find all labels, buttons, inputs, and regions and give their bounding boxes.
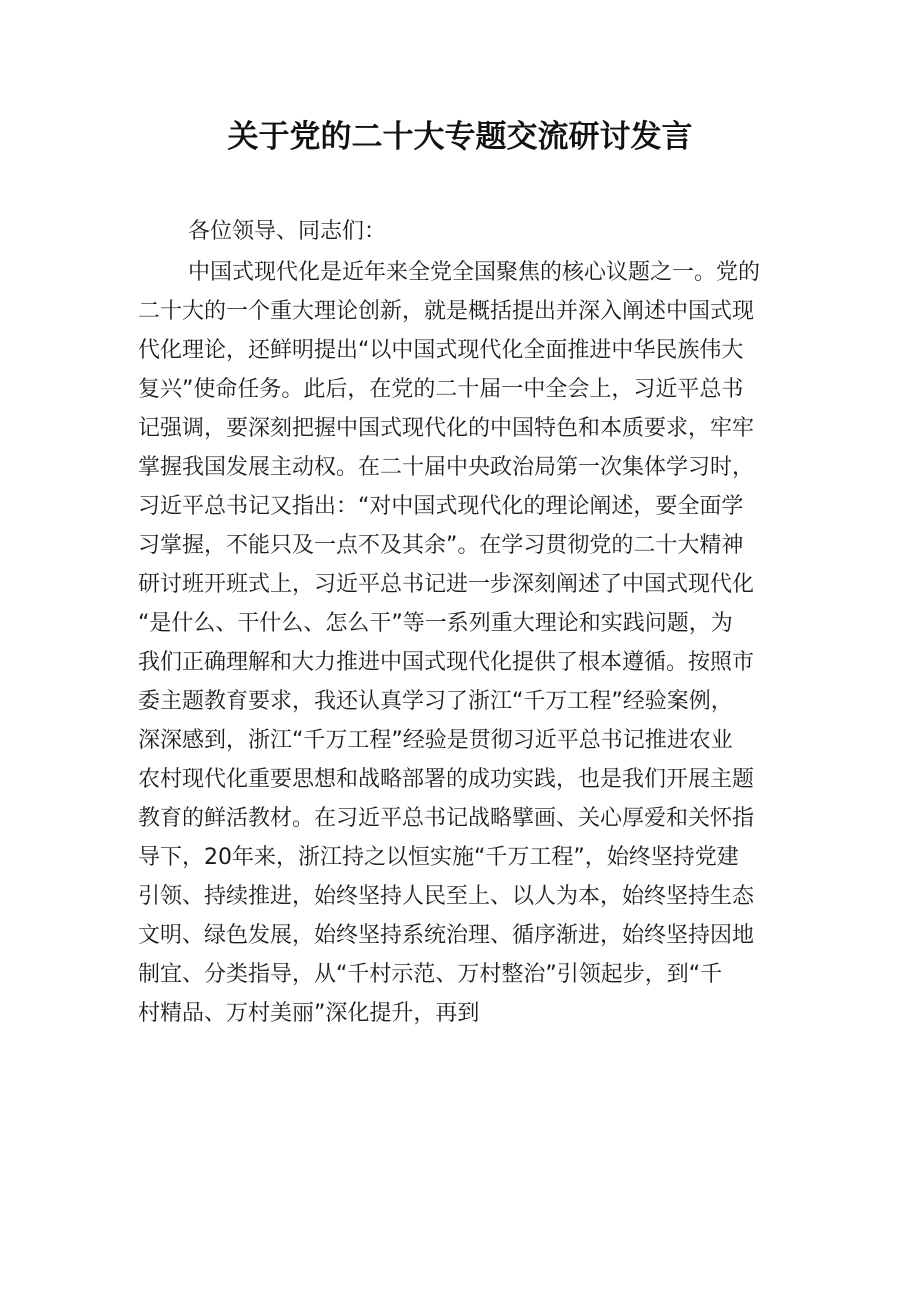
body-line: 掌握我国发展主动权。在二十届中央政治局第一次集体学习时， bbox=[138, 455, 755, 480]
body-line: 研讨班开班式上，习近平总书记进一步深刻阐述了中国式现代化 bbox=[138, 572, 755, 597]
body-text bbox=[138, 253, 798, 1033]
salutation: 各位领导、同志们： bbox=[188, 219, 387, 244]
body-line: 记强调，要深刻把握中国式现代化的中国特色和本质要求，牢牢 bbox=[138, 416, 755, 441]
body-line: 委主题教育要求，我还认真学习了浙江“千万工程”经验案例， bbox=[138, 689, 733, 714]
body-line: 深深感到，浙江“千万工程”经验是贯彻习近平总书记推进农业 bbox=[138, 728, 733, 753]
body-line: 制宜、分类指导，从“千村示范、万村整治”引领起步，到“千 bbox=[138, 962, 723, 987]
body-line: 中国式现代化是近年来全党全国聚焦的核心议题之一。党的 bbox=[188, 260, 761, 285]
body-line: 二十大的一个重大理论创新，就是概括提出并深入阐述中国式现 bbox=[138, 299, 755, 324]
body-line: 教育的鲜活教材。在习近平总书记战略擘画、关心厚爱和关怀指 bbox=[138, 806, 755, 831]
body-line: 代化理论，还鲜明提出“以中国式现代化全面推进中华民族伟大 bbox=[138, 338, 744, 363]
body-line: 引领、持续推进，始终坚持人民至上、以人为本，始终坚持生态 bbox=[138, 884, 755, 909]
body-line: 村精品、万村美丽”深化提升，再到 bbox=[138, 1001, 480, 1026]
document-title: 关于党的二十大专题交流研讨发言 bbox=[227, 119, 693, 155]
body-line: 复兴”使命任务。此后，在党的二十届一中全会上，习近平总书 bbox=[138, 377, 744, 402]
body-line: 习近平总书记又指出：“对中国式现代化的理论阐述，要全面学 bbox=[138, 494, 744, 519]
body-line: “是什么、干什么、怎么干”等一系列重大理论和实践问题，为 bbox=[138, 611, 733, 636]
body-line: 习掌握，不能只及一点不及其余”。在学习贯彻党的二十大精神 bbox=[138, 533, 744, 558]
body-line: 导下，20年来，浙江持之以恒实施“千万工程”，始终坚持党建 bbox=[138, 845, 739, 870]
body-line: 我们正确理解和大力推进中国式现代化提供了根本遵循。按照市 bbox=[138, 650, 755, 675]
body-line: 农村现代化重要思想和战略部署的成功实践，也是我们开展主题 bbox=[138, 767, 755, 792]
body-line: 文明、绿色发展，始终坚持系统治理、循序渐进，始终坚持因地 bbox=[138, 923, 755, 948]
